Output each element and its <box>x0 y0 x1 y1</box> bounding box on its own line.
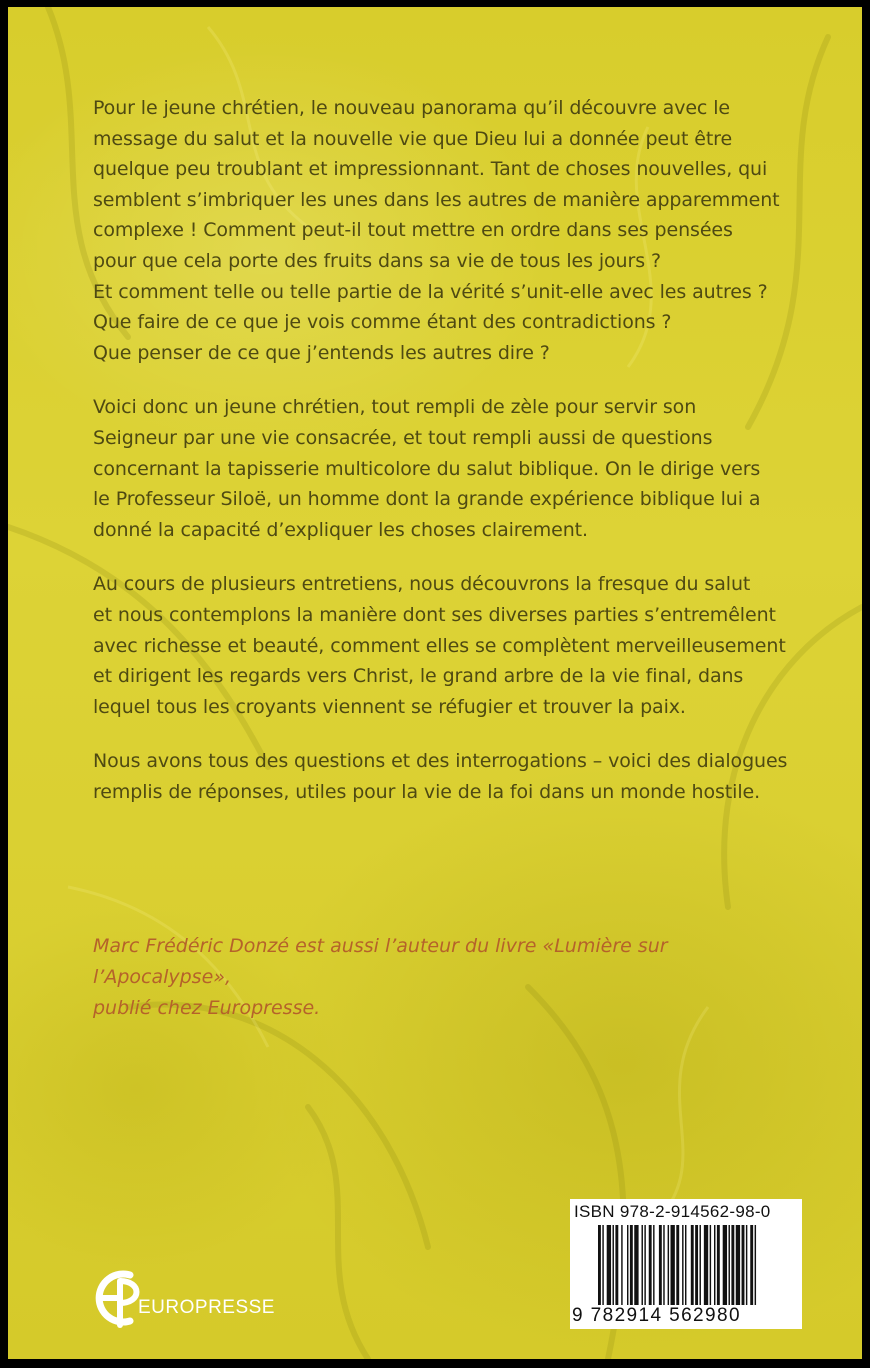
barcode-bar <box>644 1225 645 1305</box>
barcode-bar <box>607 1225 611 1305</box>
barcode-bar <box>613 1225 614 1305</box>
barcode-bar <box>691 1225 694 1305</box>
barcode-digits: 9 782914 562980 <box>572 1305 741 1326</box>
barcode-bar <box>736 1225 740 1305</box>
barcode-bar <box>642 1225 643 1305</box>
barcode-bar <box>671 1225 675 1305</box>
back-cover <box>8 7 862 1359</box>
paragraph-2: Voici donc un jeune chrétien, tout rempli de zèle pour servir son Seigneur par une vie consacrée, et tout rempli aussi de questions concernant la tapisserie multicolore du salut biblique. On le dirige vers le Professeur Siloë, un homme dont la grande expérience biblique lui a donné la capacité d’expliquer les choses clairement. <box>93 396 761 541</box>
barcode-bar <box>627 1225 628 1305</box>
barcode-bar <box>710 1225 711 1305</box>
description-text <box>93 93 793 831</box>
paragraph-3: Au cours de plusieurs entretiens, nous découvrons la fresque du salut et nous contemplons la manière dont ses diverses parties s’entremêlent avec richesse et beauté, comment elles se complètent merveilleusement et dirigent les regards vers Christ, le grand arbre de la vie final, dans lequel tous les croyants viennent se réfugier et trouver la paix. <box>93 573 786 718</box>
isbn-label: ISBN 978-2-914562-98-0 <box>574 1202 771 1221</box>
barcode-bar <box>742 1225 745 1305</box>
barcode-bar <box>714 1225 715 1305</box>
paragraph-1: Pour le jeune chrétien, le nouveau panorama qu’il découvre avec le message du salut et la nouvelle vie que Dieu lui a donnée peut être quelque peu troublant et impressionnant. Tant de choses nouvelles, qui semblent s’imbriquer les unes dans les autres de manière apparemment complexe ! Comment peut-il tout mettre en ordre dans ses pensées pour que cela porte des fruits dans sa vie de tous les jours ? Et comment telle ou telle partie de la vérité s’unit-elle avec les autres ? Que faire de ce que je vois comme étant des contradictions ? Que penser de ce que j’entends les autres dire ? <box>93 97 780 364</box>
barcode-bar <box>615 1225 618 1305</box>
barcode-bar <box>731 1225 734 1305</box>
barcode-bar <box>621 1225 622 1305</box>
barcode-bar <box>729 1225 730 1305</box>
barcode-bar <box>630 1225 633 1305</box>
barcode-bar <box>649 1225 652 1305</box>
barcode-bar <box>659 1225 662 1305</box>
barcode-bar <box>668 1225 669 1305</box>
author-note: Marc Frédéric Donzé est aussi l’auteur du livre «Lumière sur l’Apocalypse», publié chez Europresse. <box>93 935 668 1019</box>
barcode-bar <box>717 1225 720 1305</box>
barcode-bars <box>598 1225 798 1305</box>
barcode-bar <box>746 1225 747 1305</box>
barcode-bar <box>685 1225 686 1305</box>
barcode-bar <box>755 1225 756 1305</box>
barcode-bar <box>602 1225 603 1305</box>
publisher-logo <box>90 1267 330 1329</box>
barcode-bar <box>704 1225 708 1305</box>
barcode-bar <box>750 1225 753 1305</box>
barcode-bar <box>682 1225 683 1305</box>
barcode-bar <box>663 1225 664 1305</box>
barcode-bar <box>700 1225 701 1305</box>
barcode-bar <box>723 1225 727 1305</box>
barcode-bar <box>676 1225 679 1305</box>
barcode-bar <box>598 1225 601 1305</box>
barcode-bar <box>695 1225 698 1305</box>
barcode-bar <box>634 1225 638 1305</box>
publisher-name: EUROPRESSE <box>138 1297 275 1318</box>
barcode <box>570 1199 802 1329</box>
barcode-bar <box>653 1225 654 1305</box>
paragraph-4: Nous avons tous des questions et des interrogations – voici des dialogues remplis de réponses, utiles pour la vie de la foi dans un monde hostile. <box>93 750 788 803</box>
